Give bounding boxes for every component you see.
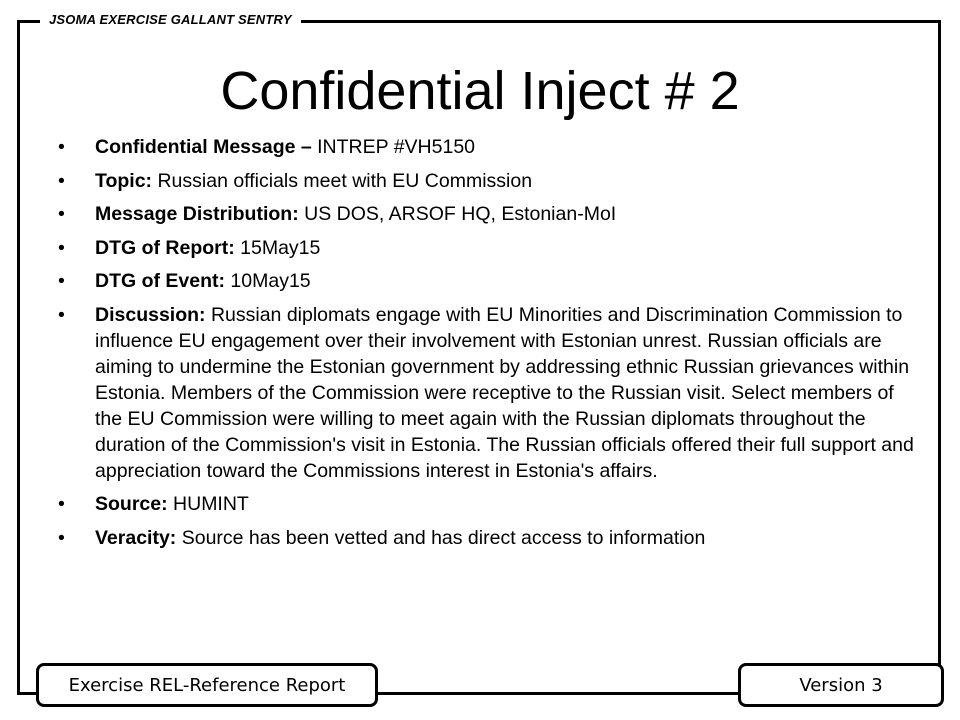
bullet-label: Source: xyxy=(95,493,168,515)
header-label: JSOMA EXERCISE GALLANT SENTRY xyxy=(40,12,301,27)
bullet-discussion xyxy=(58,302,918,484)
bullet-text: INTREP #VH5150 xyxy=(311,136,476,158)
bullet-label: Veracity: xyxy=(95,526,177,549)
bullet-dtg-event xyxy=(58,268,918,294)
bullet-source xyxy=(58,491,918,517)
bullet-text: US DOS, ARSOF HQ, Estonian-MoI xyxy=(298,203,617,225)
bullet-text: Russian diplomats engage with EU Minorities and Discrimination Commission to influence EU engagement over their involvement with Estonian unrest. Russian officials are aiming to undermine the Estonian government by addressing ethnic Russian grievances within Estonia. Members of the Commission were receptive to the Russian visit. Select members of the EU Commission were willing to meet again with the Russian diplomats throughout the duration of the Commission's visit in Estonia. The Russian officials offered their full support and appreciation toward the Commissions interest in Estonia's affairs. xyxy=(95,303,914,482)
bullet-label: Confidential Message – xyxy=(95,136,312,158)
bullet-text: 15May15 xyxy=(234,236,321,259)
bullet-text: Russian officials meet with EU Commission xyxy=(152,169,533,192)
bullet-topic xyxy=(58,168,918,194)
bullet-dtg-report xyxy=(58,235,918,261)
bullet-list xyxy=(58,134,918,558)
bullet-label: DTG of Report: xyxy=(95,236,235,259)
footer-version-label: Version 3 xyxy=(738,663,944,707)
bullet-message xyxy=(58,134,918,160)
bullet-veracity xyxy=(58,525,918,551)
bullet-label: DTG of Event: xyxy=(95,270,225,292)
bullet-label: Topic: xyxy=(95,169,153,192)
footer-report-label: Exercise REL-Reference Report xyxy=(36,663,378,707)
bullet-text: HUMINT xyxy=(167,493,249,515)
bullet-label: Message Distribution: xyxy=(95,203,299,225)
bullet-label: Discussion: xyxy=(95,303,206,326)
bullet-text: 10May15 xyxy=(225,270,311,292)
bullet-text: Source has been vetted and has direct access to information xyxy=(176,526,706,549)
bullet-distribution xyxy=(58,201,918,227)
slide-title: Confidential Inject # 2 xyxy=(220,61,740,121)
